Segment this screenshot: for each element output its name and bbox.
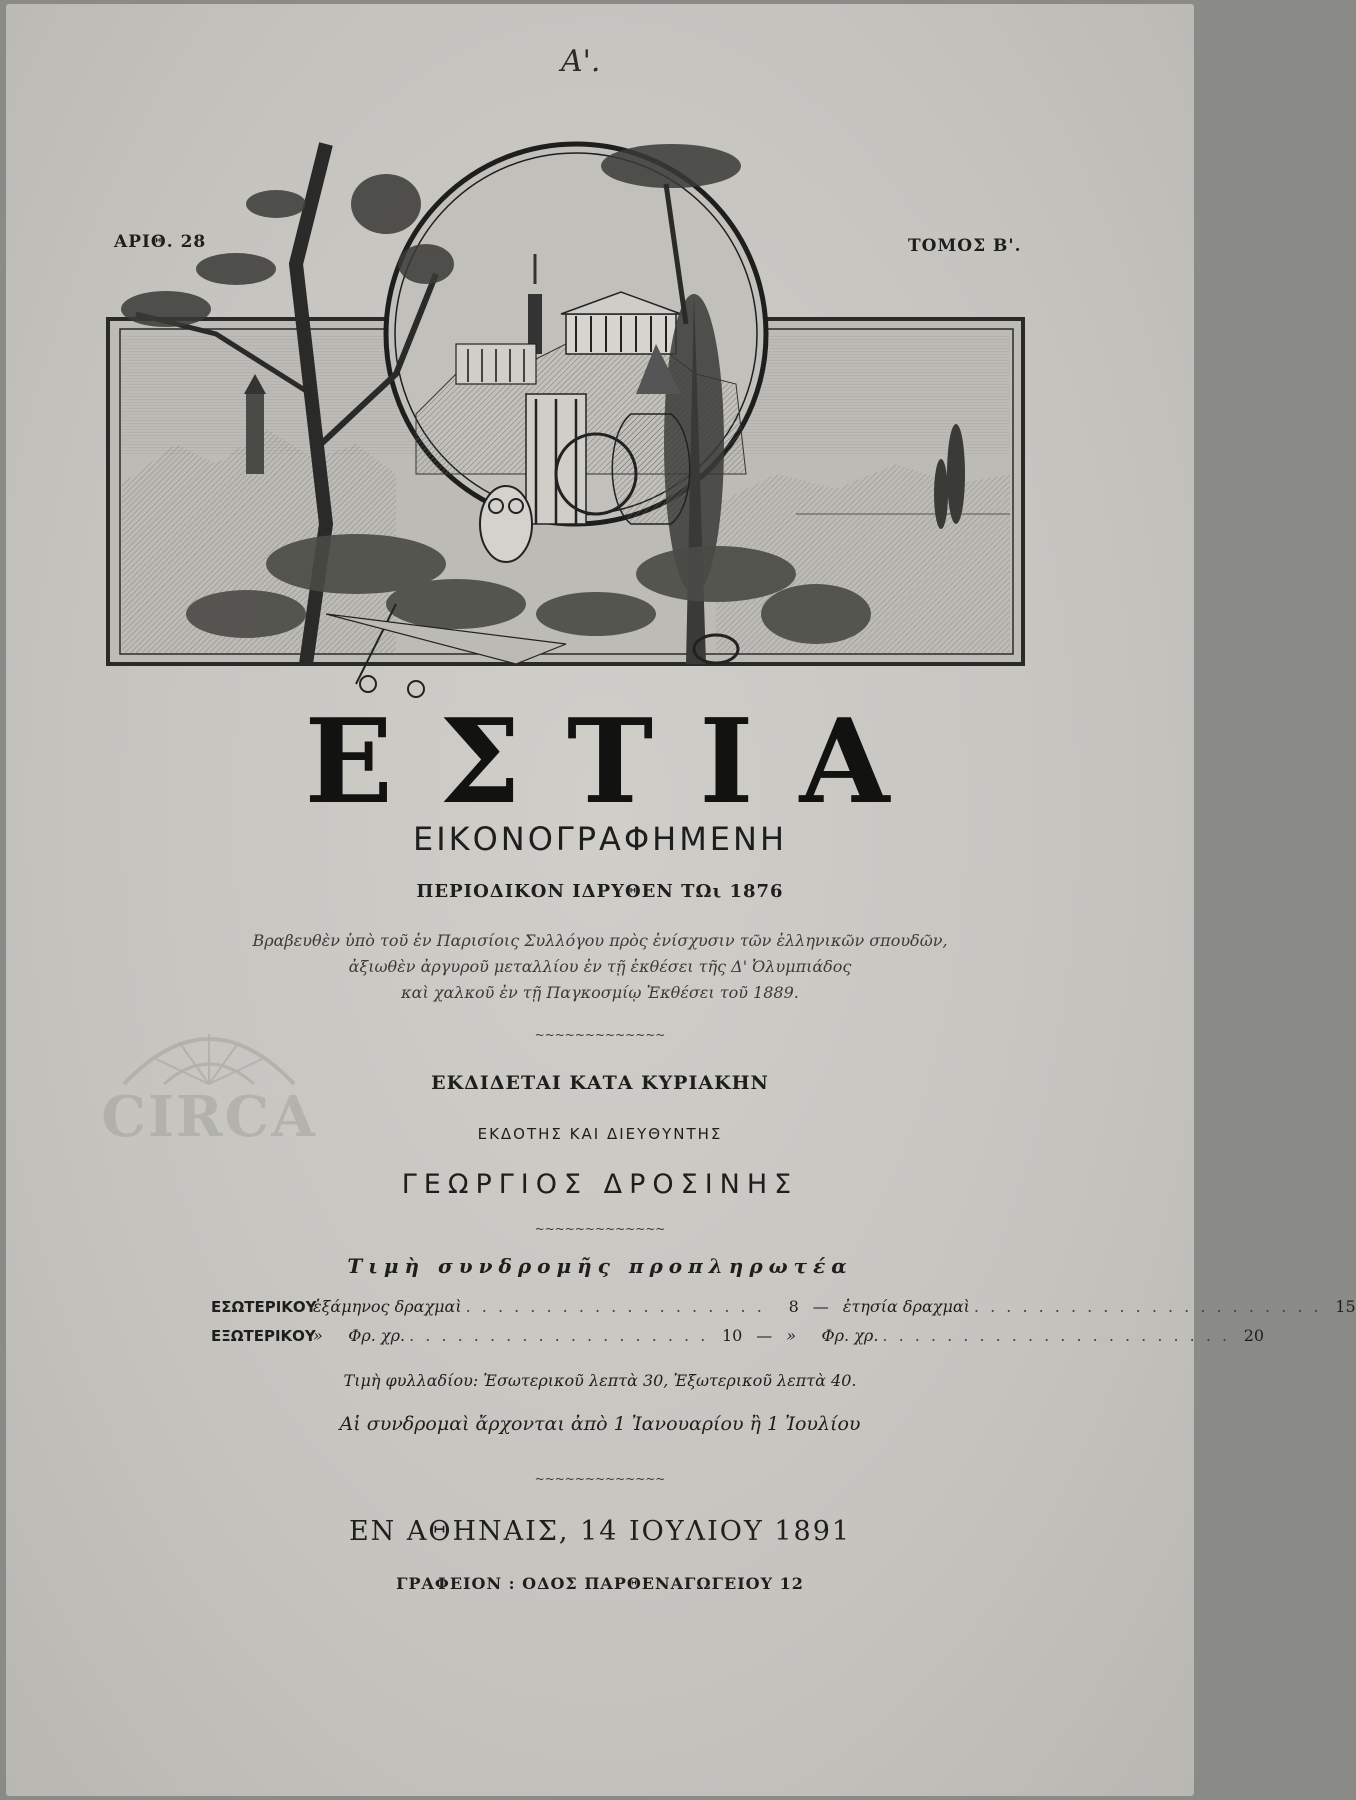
ornament-divider: ~~~~~~~~~~~~~ <box>534 1472 666 1486</box>
dot-leader: . . . . . . . . . . . . . . . . . . . <box>465 1297 765 1316</box>
ornament-divider: ~~~~~~~~~~~~~ <box>534 1028 666 1042</box>
office-address: ΓΡΑΦΕΙΟΝ : ΟΔΟΣ ΠΑΡΘΕΝΑΓΩΓΕΙΟΥ 12 <box>396 1574 804 1593</box>
watermark-text: CIRCA <box>101 1084 317 1150</box>
ornament-divider: ~~~~~~~~~~~~~ <box>534 1222 666 1236</box>
price-separator: — <box>756 1326 773 1345</box>
founded-line: ΠΕΡΙΟΔΙΚΟΝ ΙΔΡΥΘΕΝ ΤΩι 1876 <box>416 881 784 902</box>
price-annual-label: ἐτησία δραχμαὶ <box>842 1297 970 1316</box>
award-line: Βραβευθὲν ὑπὸ τοῦ ἐν Παρισίοις Συλλόγου πρὸς ἐνίσχυσιν τῶν ἑλληνικῶν σπουδῶν, <box>252 931 948 950</box>
subscription-start: Αἱ συνδρομαὶ ἄρχονται ἀπὸ 1 Ἰανουαρίου ἢ 1 Ἰουλίου <box>339 1413 861 1435</box>
price-annual-label: » Φρ. χρ. <box>786 1326 879 1345</box>
dot-leader: . . . . . . . . . . . . . . . . . . . . . . <box>882 1326 1231 1345</box>
issue-price: Τιμὴ φυλλαδίου: Ἐσωτερικοῦ λεπτὰ 30, Ἐξωτερικοῦ λεπτὰ 40. <box>343 1371 857 1390</box>
magazine-title: ΕΣΤΙΑ <box>304 694 936 830</box>
price-six-months-label: » Φρ. χρ. <box>313 1326 406 1345</box>
subscription-title: Τιμὴ συνδρομῆς προπληρωτέα <box>347 1254 853 1278</box>
award-line: ἀξιωθὲν ἀργυροῦ μεταλλίου ἐν τῇ ἐκθέσει τῆς Δ' Ὀλυμπιάδος <box>348 957 852 976</box>
issue-number: ΑΡΙΘ. 28 <box>114 232 207 252</box>
editor-name: ΓΕΩΡΓΙΟΣ ΔΡΟΣΙΝΗΣ <box>401 1169 799 1200</box>
price-annual-value: 20 <box>1243 1326 1265 1345</box>
publication-frequency: ΕΚΔΙΔΕΤΑΙ ΚΑΤΑ ΚΥΡΙΑΚΗΝ <box>431 1072 769 1094</box>
volume-label: ΤΟΜΟΣ Β'. <box>908 236 1022 256</box>
magazine-cover <box>6 4 1356 1796</box>
dot-leader: . . . . . . . . . . . . . . . . . . . . . . <box>973 1297 1322 1316</box>
handwritten-mark: A'. <box>561 44 601 79</box>
price-six-months-value: 10 <box>721 1326 743 1345</box>
price-annual-value: 15 <box>1335 1297 1356 1316</box>
dateline: ΕΝ ΑΘΗΝΑΙΣ, 14 ΙΟΥΛΙΟΥ 1891 <box>348 1516 852 1547</box>
price-region: ΕΣΩΤΕΡΙΚΟΥ <box>211 1298 317 1316</box>
book-icon <box>84 1004 334 1094</box>
award-line: καὶ χαλκοῦ ἐν τῇ Παγκοσμίῳ Ἐκθέσει τοῦ 1889. <box>401 983 799 1002</box>
price-six-months-label: ἑξάμηνος δραχμαὶ <box>313 1297 462 1316</box>
price-row-foreign <box>211 1326 1265 1345</box>
price-row-domestic <box>211 1297 1356 1316</box>
price-six-months-value: 8 <box>788 1297 799 1316</box>
price-separator: — <box>812 1297 829 1316</box>
magazine-subtitle: ΕΙΚΟΝΟΓΡΑΦΗΜΕΝΗ <box>412 820 788 858</box>
price-region: ΕΞΩΤΕΡΙΚΟΥ <box>211 1327 316 1345</box>
dot-leader: . . . . . . . . . . . . . . . . . . . <box>409 1326 709 1345</box>
acropolis-engraving <box>96 144 1036 704</box>
circa-watermark <box>84 1004 334 1154</box>
publisher-role: ΕΚΔΟΤΗΣ ΚΑΙ ΔΙΕΥΘΥΝΤΗΣ <box>477 1125 723 1143</box>
